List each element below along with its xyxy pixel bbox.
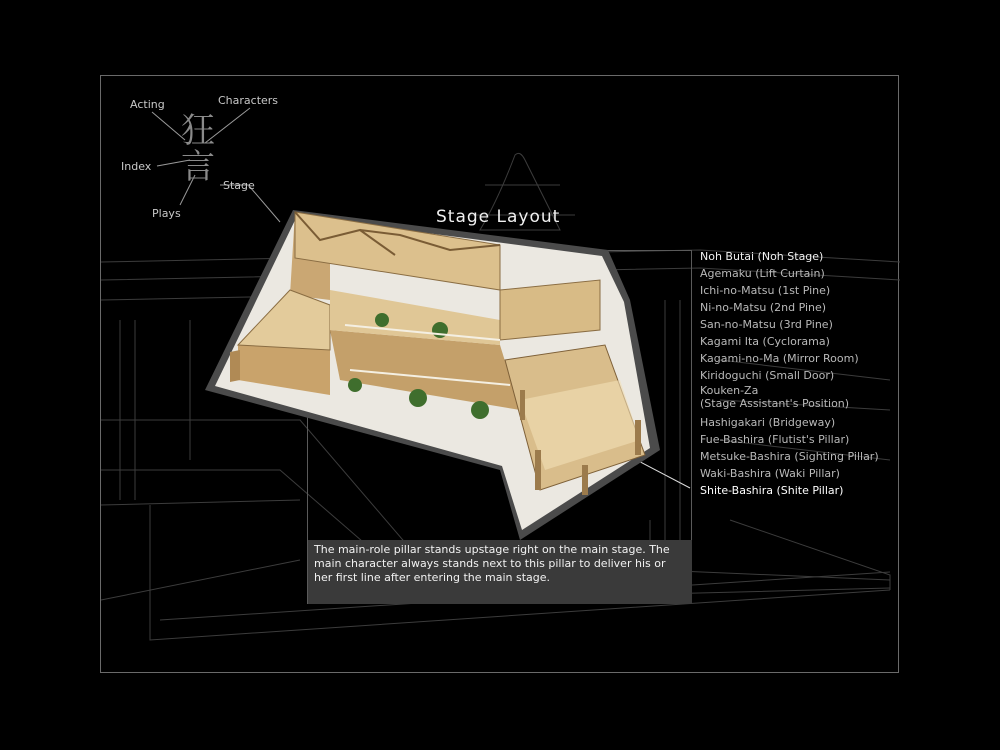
stage-part-item[interactable] xyxy=(700,248,900,265)
stage-part-item[interactable] xyxy=(700,431,900,448)
stage-part-item[interactable] xyxy=(700,482,900,499)
stage-part-item[interactable] xyxy=(700,282,900,299)
stage-part-item[interactable] xyxy=(700,316,900,333)
nav-stage-link[interactable]: Stage xyxy=(223,179,255,192)
page-title: Stage Layout xyxy=(436,207,561,227)
stage-part-label: Noh Butai (Noh Stage) xyxy=(700,250,824,263)
nav-acting-link[interactable]: Acting xyxy=(130,98,165,111)
stage-part-label: Shite-Bashira (Shite Pillar) xyxy=(700,484,844,497)
stage-part-item[interactable] xyxy=(700,350,900,367)
nav-plays-link[interactable]: Plays xyxy=(152,207,181,220)
stage-part-item[interactable] xyxy=(700,448,900,465)
stage-part-label: Ni-no-Matsu (2nd Pine) xyxy=(700,301,827,314)
stage-part-label: Metsuke-Bashira (Sighting Pillar) xyxy=(700,450,879,463)
nav-index-link[interactable]: Index xyxy=(121,160,152,173)
kyogen-logo[interactable]: 狂言 xyxy=(181,111,215,187)
stage-part-label: Waki-Bashira (Waki Pillar) xyxy=(700,467,840,480)
stage-part-label: Kagami Ita (Cyclorama) xyxy=(700,335,830,348)
description-panel: The main-role pillar stands upstage right on the main stage. The main character always stands next to this pillar to deliver his or her first line after entering the main stage. xyxy=(308,540,692,604)
stage-part-label: Ichi-no-Matsu (1st Pine) xyxy=(700,284,831,297)
stage-part-sublabel: (Stage Assistant's Position) xyxy=(700,397,850,410)
stage-part-label: Agemaku (Lift Curtain) xyxy=(700,267,825,280)
stage-part-item[interactable] xyxy=(700,465,900,482)
stage-part-item[interactable] xyxy=(700,265,900,282)
stage-parts-list xyxy=(700,248,900,499)
stage-part-label: San-no-Matsu (3rd Pine) xyxy=(700,318,833,331)
stage-part-label: Hashigakari (Bridgeway) xyxy=(700,416,836,429)
stage-part-label: Kouken-Za xyxy=(700,384,759,397)
stage-part-item[interactable] xyxy=(700,299,900,316)
stage-part-item[interactable] xyxy=(700,384,900,414)
stage-part-label: Kiridoguchi (Small Door) xyxy=(700,369,835,382)
stage-part-label: Kagami-no-Ma (Mirror Room) xyxy=(700,352,859,365)
stage-part-item[interactable] xyxy=(700,367,900,384)
nav-characters-link[interactable]: Characters xyxy=(218,94,279,107)
stage-part-item[interactable] xyxy=(700,333,900,350)
stage-part-item[interactable] xyxy=(700,414,900,431)
stage-part-label: Fue-Bashira (Flutist's Pillar) xyxy=(700,433,850,446)
